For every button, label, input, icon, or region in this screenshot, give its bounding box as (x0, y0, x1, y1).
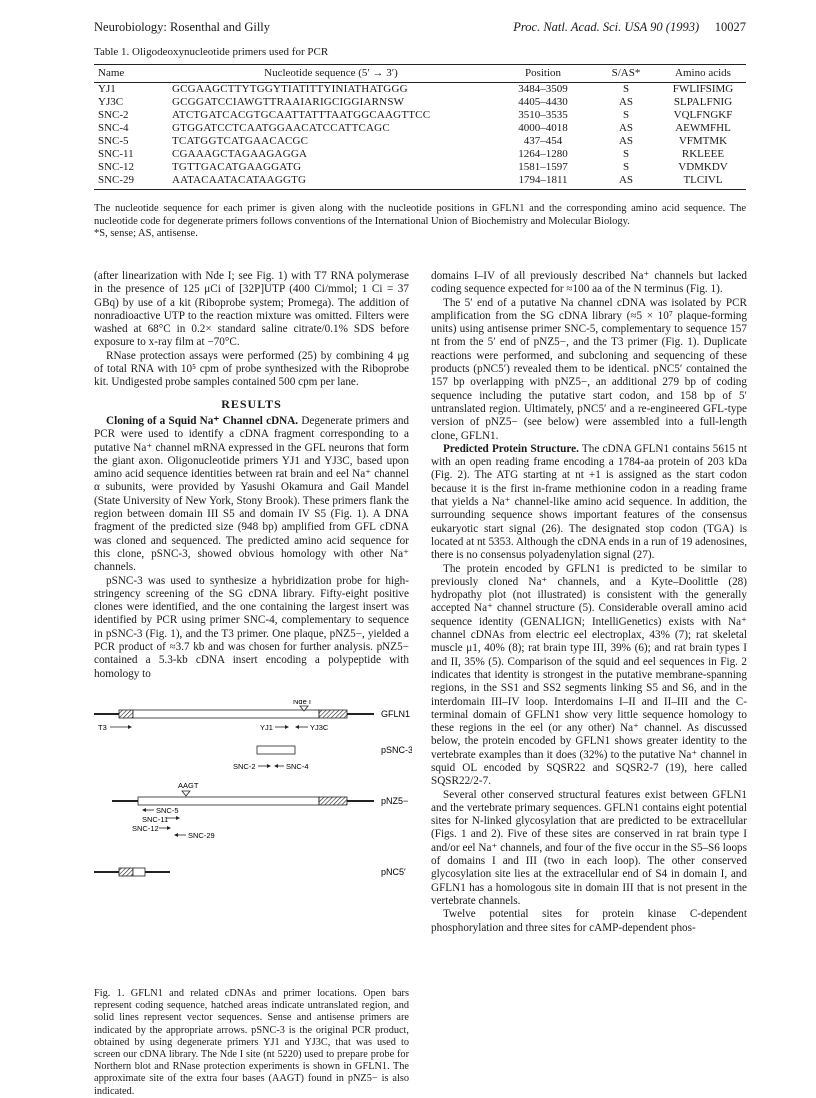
pnc5-construct (94, 867, 406, 877)
cell-name: SNC-29 (94, 174, 168, 190)
cell-position: 3484–3509 (518, 83, 568, 95)
figure-1-caption: Fig. 1. GFLN1 and related cDNAs and primer locations. Open bars represent coding sequence, hatched areas indicate untranslated region, and solid lines represent vector sequences. Sense and antisense primers are indicated by the appropriate arrows. pSNC-3 is the original PCR product, obtained by using degenerate primers YJ1 and YJ3C, that was used to screen our cDNA library. The Nde I site (nt 5220) used to prepare probe for Northern blot and RNase protection experiments is shown in GFLN1. The approximate site of the extra four bases (AAGT) found in pNZ5− is also indicated. (94, 988, 409, 1097)
gfln1-construct (94, 700, 410, 732)
cell-position: 437–454 (523, 135, 563, 147)
paragraph: domains I–IV of all previously described Na⁺ channels but lacked coding sequence expected for ≈100 aa of the N terminus (Fig. 1). (431, 270, 747, 296)
table-row (94, 174, 746, 190)
cell-sas: AS (618, 96, 634, 108)
label-psnc3: pSNC-3 (381, 745, 412, 755)
paragraph: (after linearization with Nde I; see Fig. 1) with T7 RNA polymerase in the presence of 125 μCi of [32P]UTP (400 Ci/mmol; 1 Ci = 37 GBq) by use of a kit (Riboprobe system; Promega). The addition of nonradioactive UTP to the reaction mixture was omitted. Filters were washed at 68°C in 0.2× standard saline citrate/0.1% SDS before exposure to x-ray film at −70°C. (94, 270, 409, 349)
cell-sequence: TCATGGTCATGAACACGC (172, 135, 309, 147)
paragraph: pSNC-3 was used to synthesize a hybridization probe for high-stringency screening of the SG cDNA library. Fifty-eight positive clones were identified, and the one containing the largest insert was identified by PCR using primer SNC-4, complementary to sequence in pSNC-3 (Fig. 1), and the T3 primer. One plaque, pNZ5−, yielded a PCR product of ≈3.7 kb and was chosen for further analysis. pNZ5− contained a 5.3-kb cDNA insert encoding a polypeptide with homology to (94, 574, 409, 680)
table-header-row (94, 65, 746, 83)
cell-amino-acids: RKLEEE (681, 148, 725, 160)
cell-amino-acids: VFMTMK (678, 135, 728, 147)
col-header-position: Position (494, 65, 592, 83)
right-column (431, 270, 747, 935)
psnc3-construct (233, 745, 412, 771)
col-header-sas: S/AS* (592, 65, 660, 83)
paragraph (94, 415, 409, 575)
cell-name: YJ1 (98, 83, 116, 95)
paragraph: Twelve potential sites for protein kinase C-dependent phosphorylation and three sites for cAMP-dependent phos- (431, 908, 747, 934)
label-yj3c: YJ3C (310, 723, 329, 732)
label-snc11: SNC-11 (142, 815, 169, 824)
table-row (94, 83, 746, 97)
label-gfln1: GFLN1 (381, 709, 411, 719)
run-in-heading: Predicted Protein Structure. (443, 442, 579, 455)
label-snc2: SNC-2 (233, 762, 256, 771)
cell-sequence: TGTTGACATGAAGGATG (172, 161, 302, 173)
cell-sas: S (622, 148, 630, 160)
label-pnz5: pNZ5− (381, 796, 409, 806)
cell-amino-acids: FWLIFSIMG (672, 83, 734, 95)
paragraph: The 5′ end of a putative Na channel cDNA was isolated by PCR amplification from the SG cDNA library (≈5 × 10⁷ plaque-forming units) using antisense primer SNC-5, complementary to sequence 157 nt from the 5′ end of pNZ5−, and the T3 primer (Fig. 1). Duplicate reactions were performed, and subcloning and sequencing of these products (pNC5′) revealed them to be identical. pNC5′ contained the 157 bp overlapping with pNZ5−, an additional 279 bp of coding sequence including the putative start codon, and 158 bp of 5′ untranslated region. Ultimately, pNC5′ and a re-engineered GFL-type version of pNZ5− (see below) were assembled into a full-length clone, GFLN1. (431, 296, 747, 442)
label-snc5: SNC-5 (156, 806, 179, 815)
cell-sas: S (622, 109, 630, 121)
cell-name: SNC-12 (98, 161, 135, 173)
col-header-name: Name (94, 65, 168, 83)
header-journal-page (513, 20, 746, 35)
table-row (94, 148, 746, 161)
paragraph: The protein encoded by GFLN1 is predicted to be similar to previously cloned Na⁺ channels, and a Kyte–Doolittle (28) hydropathy plot (not illustrated) is consistent with the generally accepted Na⁺ channel structure (5). Considerable overall amino acid sequence identity (GENALIGN; IntelliGenetics) exists with Na⁺ channel cDNAs from electric eel electroplax, 43% (7); rat skeletal muscle μ1, 40% (8); rat brain type III, 39% (6); and rat brain types I and II, 35% (5). Comparison of the squid and eel sequences in Fig. 2 indicates that identity is strongest in the putative membrane-spanning regions, in the SS1 and SS2 segments linking S5 and S6, and in the interdomain III–IV loop. Interdomains I–II and II–III and the C-terminal domain of GFLN1 show very little sequence homology to these regions in the eel (or any other) Na⁺ channel. As discussed below, the protein encoded by GFLN1 shows greater identity to the vertebrate examples than it does (32%) to the putative Na⁺ channel in squid OL encoded by SQSR22 and SQSR2-7 (19), here called SQSR22/2-7. (431, 562, 747, 788)
cell-position: 4000–4018 (518, 122, 568, 134)
left-column (94, 270, 409, 681)
cell-position: 3510–3535 (518, 109, 568, 121)
cell-sequence: GCGAAGCTTYTGGYTIATITTYINIATHATGGG (172, 83, 408, 95)
section-heading-results: RESULTS (221, 396, 282, 411)
table-caption: Table 1. Oligodeoxynucleotide primers used for PCR (94, 46, 329, 58)
pnz5-construct (112, 781, 408, 840)
label-aagt: AAGT (178, 781, 199, 790)
cell-position: 1581–1597 (518, 161, 568, 173)
header-section: Neurobiology: Rosenthal and Gilly (94, 20, 271, 34)
cell-amino-acids: SLPALFNIG (673, 96, 733, 108)
cell-amino-acids: TLCIVL (660, 174, 746, 190)
paragraph-text: Degenerate primers and PCR were used to identify a cDNA fragment corresponding to a putative Na⁺ channel mRNA expressed in the GFL neurons that form the giant axon. Oligonucleotide primers YJ1 and YJ3C, based upon amino acid sequence identities between rat brain and eel Na⁺ channel α subunits, were provided by Yasushi Okamura and Gail Mandel (State University of New York, Stony Brook). These primers flank the region between domain III S5 and domain IV S5 (Fig. 1). A DNA fragment of the predicted size (948 bp) amplified from GFL cDNA was cloned and sequenced. The predicted amino acid sequence for this clone, pSNC-3, showed obvious homology with other Na⁺ channels. (94, 414, 410, 574)
cell-name: SNC-4 (98, 122, 129, 134)
cell-amino-acids: AEWMFHL (675, 122, 731, 134)
cell-position: 4405–4430 (518, 96, 568, 108)
run-in-heading: Cloning of a Squid Na⁺ Channel cDNA. (106, 414, 299, 427)
cell-position: 1794–1811 (494, 174, 592, 190)
primer-table (94, 64, 746, 190)
label-t3: T3 (98, 723, 107, 732)
table-body (94, 83, 746, 190)
table-row (94, 96, 746, 109)
label-nde-i: Nde I (293, 700, 311, 706)
label-snc4: SNC-4 (286, 762, 309, 771)
cell-name: YJ3C (98, 96, 124, 108)
paragraph: RNase protection assays were performed (25) by combining 4 μg of total RNA with 10⁵ cpm of probe synthesized with the Riboprobe kit. Undigested probe samples contained 500 cpm per lane. (94, 349, 409, 389)
running-header (94, 20, 746, 38)
cell-sas: AS (592, 174, 660, 190)
cell-amino-acids: VQLFNGKF (673, 109, 733, 121)
label-snc29: SNC-29 (188, 831, 215, 840)
cell-sas: AS (618, 122, 634, 134)
label-pnc5: pNC5′ (381, 867, 406, 877)
label-snc12: SNC-12 (132, 824, 159, 833)
table-row (94, 135, 746, 148)
cell-sequence: AATACAATACATAAGGTG (168, 174, 494, 190)
label-yj1: YJ1 (260, 723, 273, 732)
col-header-amino-acids: Amino acids (660, 65, 746, 83)
paragraph (431, 443, 747, 563)
cell-sequence: ATCTGATCACGTGCAATTATTTAATGGCAAGTTCC (172, 109, 431, 121)
figure-1-diagram (94, 700, 412, 984)
cell-name: SNC-2 (98, 109, 129, 121)
cell-name: SNC-11 (98, 148, 134, 160)
table-footnote (94, 203, 746, 241)
table-row (94, 109, 746, 122)
cell-sequence: CGAAAGCTAGAAGAGGA (172, 148, 308, 160)
cell-sequence: GTGGATCCTCAATGGAACATCCATTCAGC (172, 122, 390, 134)
paragraph: Several other conserved structural features exist between GFLN1 and the vertebrate primary sequences. GFLN1 contains eight potential sites for N-linked glycosylation that are predicted to be extracellular (Figs. 1 and 2). Five of these sites are conserved in rat brain type I and/or eel Na⁺ channels, and four of the five occur in the S5–S6 loops of domains I and III (two in each loop). The other conserved glycosylation site lies at the extracellular end of S4 in domain I, and GFLN1 has a homologous site in domain III that is not present in the vertebrate channels. (431, 788, 747, 907)
cell-position: 1264–1280 (518, 148, 568, 160)
cell-sas: S (622, 161, 630, 173)
table-row (94, 122, 746, 135)
col-header-sequence: Nucleotide sequence (5′ → 3′) (168, 65, 494, 83)
paragraph-text: The cDNA GFLN1 contains 5615 nt with an open reading frame encoding a 1784-aa protein of 203 kDa (Fig. 2). The ATG starting at nt +1 is assigned as the start codon because it is the first in-frame methionine codon in a reading frame that yields a Na⁺ channel-like amino acid sequence. In addition, the surrounding sequence shows important features of the consensus eukaryotic start signal (26). The designated stop codon (TGA) is located at nt 5353. Although the cDNA ends in a run of 19 adenosines, there is no consensus polyadenylation signal (27). (431, 442, 747, 562)
table-row (94, 161, 746, 174)
cell-sas: AS (618, 135, 634, 147)
header-page-number: 10027 (714, 20, 746, 34)
header-journal: Proc. Natl. Acad. Sci. USA 90 (1993) (513, 20, 700, 34)
cell-amino-acids: VDMKDV (678, 161, 728, 173)
table-note-text: The nucleotide sequence for each primer is given along with the nucleotide positions in GFLN1 and the corresponding amino acid sequence. The nucleotide code for degenerate primers follows conventions of the International Union of Biochemistry and Molecular Biology. (94, 203, 746, 227)
cell-name: SNC-5 (98, 135, 129, 147)
cell-sas: S (622, 83, 630, 95)
table-note-abbrev: *S, sense; AS, antisense. (94, 228, 198, 239)
aagt-site-marker (182, 791, 190, 796)
cell-sequence: GCGGATCCIAWGTTRAAIARIGCIGGIARNSW (172, 96, 405, 108)
